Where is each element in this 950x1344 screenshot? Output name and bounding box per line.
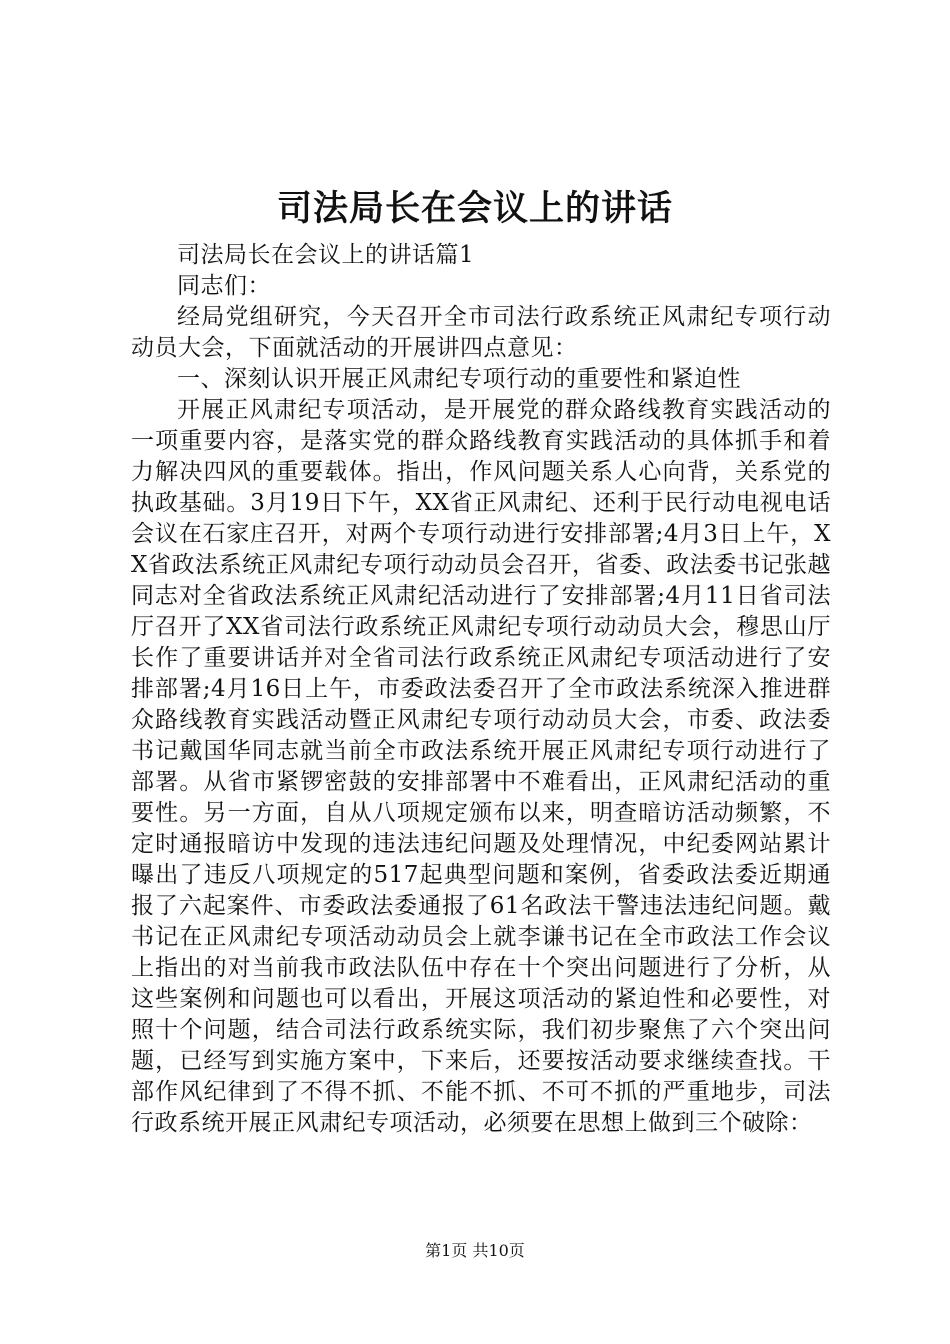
section-heading: 司法局长在会议上的讲话篇1: [177, 242, 475, 268]
page-number-footer: 第1页 共10页: [425, 1241, 525, 1260]
document-title: 司法局长在会议上的讲话: [276, 188, 673, 229]
document-body: [131, 240, 831, 1139]
salutation: 同志们：: [177, 273, 271, 299]
point-one-heading: 一、深刻认识开展正风肃纪专项行动的重要性和紧迫性: [177, 366, 741, 392]
intro-paragraph: 经局党组研究，今天召开全市司法行政系统正风肃纪专项行动动员大会，下面就活动的开展讲四点意见：: [131, 304, 831, 361]
body-paragraph: 开展正风肃纪专项活动，是开展党的群众路线教育实践活动的一项重要内容，是落实党的群众路线教育实践活动的具体抓手和着力解决四风的重要载体。指出，作风问题关系人心向背，关系党的执政基础。3月19日下午，XX省正风肃纪、还利于民行动电视电话会议在石家庄召开，对两个专项行动进行安排部署;4月3日上午，XX省政法系统正风肃纪专项行动动员会召开，省委、政法委书记张越同志对全省政法系统正风肃纪活动进行了安排部署;4月11日省司法厅召开了XX省司法行政系统正风肃纪专项行动动员大会，穆思山厅长作了重要讲话并对全省司法行政系统正风肃纪专项活动进行了安排部署;4月16日上午，市委政法委召开了全市政法系统深入推进群众路线教育实践活动暨正风肃纪专项行动动员大会，市委、政法委书记戴国华同志就当前全市政法系统开展正风肃纪专项行动进行了部署。从省市紧锣密鼓的安排部署中不难看出，正风肃纪活动的重要性。另一方面，自从八项规定颁布以来，明查暗访活动频繁，不定时通报暗访中发现的违法违纪问题及处理情况，中纪委网站累计曝出了违反八项规定的517起典型问题和案例，省委政法委近期通报了六起案件、市委政法委通报了61名政法干警违法违纪问题。戴书记在正风肃纪专项活动动员会上就李谦书记在全市政法工作会议上指出的对当前我市政法队伍中存在十个突出问题进行了分析，从这些案例和问题也可以看出，开展这项活动的紧迫性和必要性，对照十个问题，结合司法行政系统实际，我们初步聚焦了六个突出问题，已经写到实施方案中，下来后，还要按活动要求继续查找。干部作风纪律到了不得不抓、不能不抓、不可不抓的严重地步，司法行政系统开展正风肃纪专项活动，必须要在思想上做到三个破除：: [131, 397, 831, 1136]
